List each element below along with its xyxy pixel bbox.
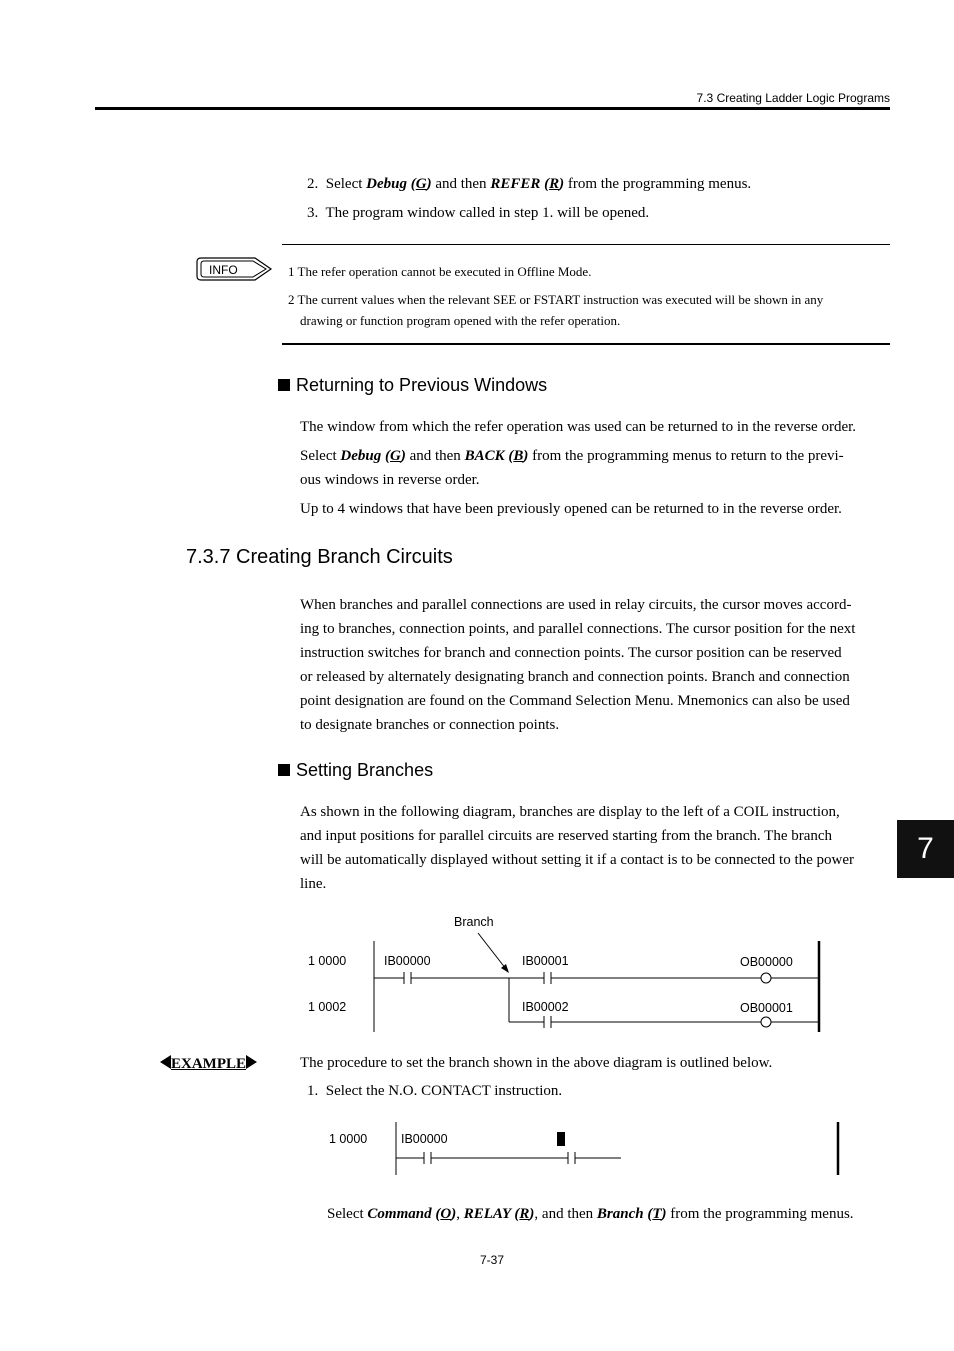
contact-ib00002-label: IB00002 xyxy=(522,1000,569,1014)
info-bottom-rule xyxy=(282,343,890,345)
left-triangle-icon xyxy=(160,1055,171,1069)
row2-step-number: 1 0002 xyxy=(308,1000,347,1014)
row1-step-number: 1 0000 xyxy=(308,954,347,968)
final-instruction: Select Command (O), RELAY (R), and then Branch (T) from the programming menus. xyxy=(327,1206,854,1222)
returning-para-2: Select Debug (G) and then BACK (B) from the programming menus to return to the previ- ous windows in reverse order. xyxy=(300,448,844,488)
example-step-1: 1. Select the N.O. CONTACT instruction. xyxy=(307,1083,563,1099)
coil-ob00001-label: OB00001 xyxy=(740,1001,793,1015)
info-note-2: 2 The current values when the relevant SEE or FSTART instruction was executed will be shown in any drawing or function program opened with the refer operation. xyxy=(288,292,824,328)
branch-arrow-line xyxy=(478,933,506,969)
contact-ib00000-label: IB00000 xyxy=(401,1132,448,1146)
row-step-number: 1 0000 xyxy=(329,1132,368,1146)
example-intro: The procedure to set the branch shown in the above diagram is outlined below. xyxy=(300,1055,773,1071)
info-badge xyxy=(195,256,275,289)
example-badge: EXAMPLE xyxy=(160,1055,257,1073)
ladder-diagram-branch xyxy=(300,905,840,1040)
cursor-block xyxy=(557,1132,565,1146)
info-badge-label: INFO xyxy=(209,263,238,277)
section-7-3-7-body: When branches and parallel connections are used in relay circuits, the cursor moves accord- ing to branches, connection points, and parallel connections. The cursor position for the next instruction switches for branch and connection points. The cursor position can be reserved or released by alternately designating branch and connection points. Branch and connection point designation are found on the Command Selection Menu. Mnemonics can also be used to designate branches or connection points. xyxy=(300,597,856,733)
heading-returning: Returning to Previous Windows xyxy=(278,375,547,396)
chapter-tab: 7 xyxy=(897,820,954,878)
branch-arrow-head-icon xyxy=(501,964,509,973)
returning-para-3: Up to 4 windows that have been previously opened can be returned to in the reverse order. xyxy=(300,501,842,517)
contact-ib00001-label: IB00001 xyxy=(522,954,569,968)
ladder-diagram-contact xyxy=(320,1118,850,1180)
contact-ib00000-label: IB00000 xyxy=(384,954,431,968)
square-bullet-icon xyxy=(278,379,290,391)
page-number: 7-37 xyxy=(480,1253,505,1267)
running-header: 7.3 Creating Ladder Logic Programs xyxy=(696,91,890,105)
header-rule xyxy=(95,107,890,110)
info-note-1: 1 The refer operation cannot be executed in Offline Mode. xyxy=(288,264,592,279)
step-3: 3. The program window called in step 1. will be opened. xyxy=(307,205,650,221)
heading-setting-branches: Setting Branches xyxy=(278,760,433,781)
setting-branches-body: As shown in the following diagram, branches are display to the left of a COIL instruction, and input positions for parallel circuits are reserved starting from the branch. The branch will be automatically displayed without setting it if a contact is to be connected to the power line. xyxy=(300,804,855,892)
coil-ob00001 xyxy=(761,1017,771,1027)
branch-label: Branch xyxy=(454,915,494,929)
section-7-3-7-title: 7.3.7 Creating Branch Circuits xyxy=(186,546,453,568)
coil-ob00000 xyxy=(761,973,771,983)
step-2: 2. Select Debug (G) and then REFER (R) from the programming menus. xyxy=(307,176,752,192)
info-icon xyxy=(195,256,275,284)
returning-para-1: The window from which the refer operation was used can be returned to in the reverse order. xyxy=(300,419,857,435)
right-triangle-icon xyxy=(246,1055,257,1069)
coil-ob00000-label: OB00000 xyxy=(740,955,793,969)
info-top-rule xyxy=(282,244,890,245)
square-bullet-icon xyxy=(278,764,290,776)
